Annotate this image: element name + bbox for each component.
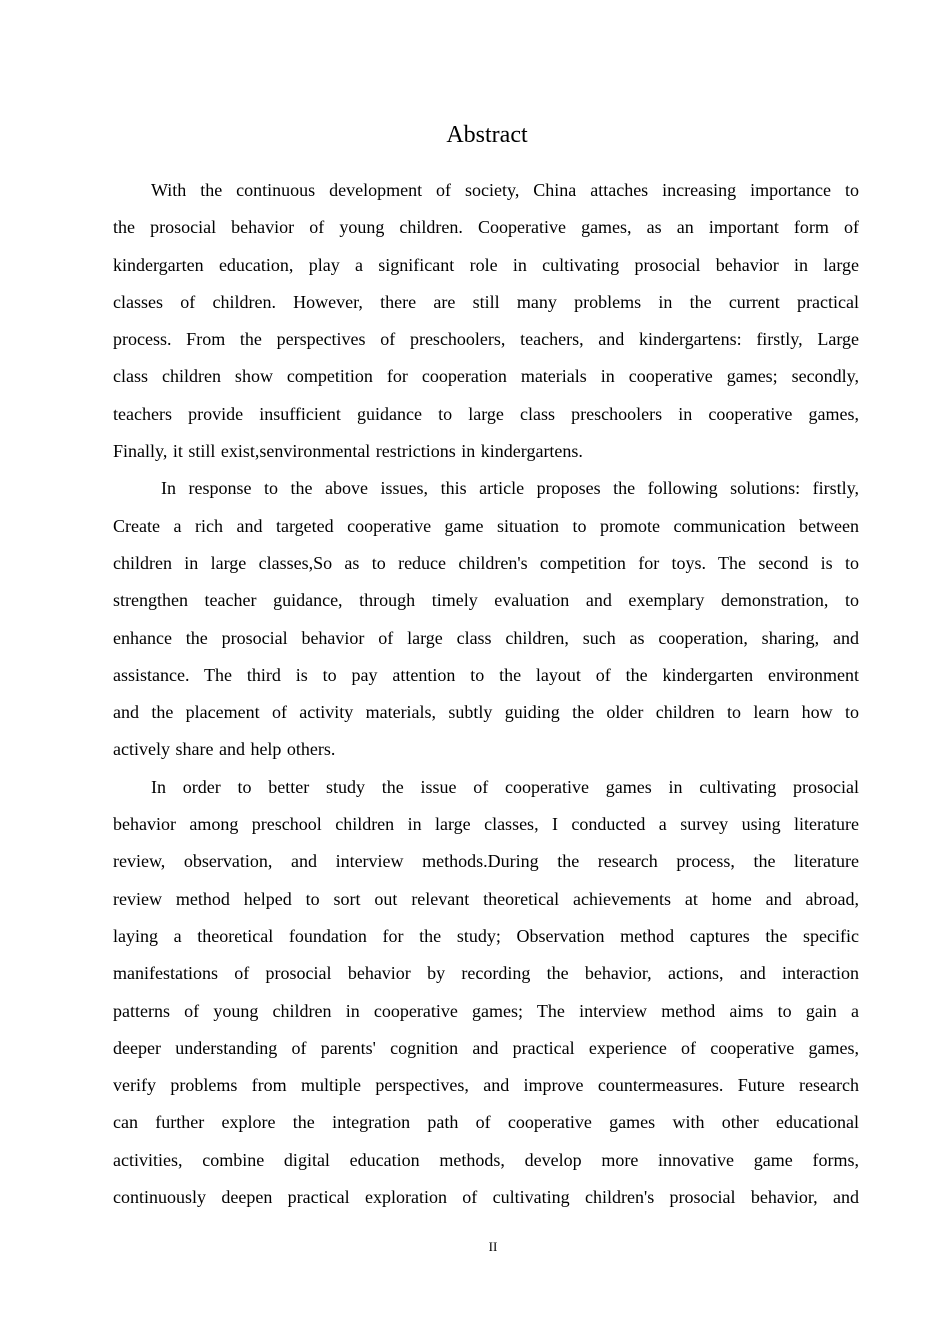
text-line: kindergarten education, play a significant role in cultivating prosocial behavior in large <box>113 254 859 275</box>
text-line: review, observation, and interview methods.During the research process, the literature <box>113 851 859 872</box>
abstract-body <box>113 172 859 1216</box>
abstract-paragraph <box>113 769 859 1217</box>
text-line: classes of children. However, there are still many problems in the current practical <box>113 291 859 312</box>
text-line: can further explore the integration path of cooperative games with other educational <box>113 1112 859 1133</box>
text-line: activities, combine digital education methods, develop more innovative game forms, <box>113 1149 859 1170</box>
text-line: children in large classes,So as to reduce children's competition for toys. The second is to <box>113 552 859 573</box>
text-line: strengthen teacher guidance, through timely evaluation and exemplary demonstration, to <box>113 590 859 611</box>
text-line: In order to better study the issue of cooperative games in cultivating prosocial <box>151 776 859 797</box>
abstract-paragraph <box>113 172 859 470</box>
text-line: review method helped to sort out relevant theoretical achievements at home and abroad, <box>113 888 859 909</box>
text-line: process. From the perspectives of preschoolers, teachers, and kindergartens: firstly, Large <box>113 329 859 350</box>
text-line: laying a theoretical foundation for the study; Observation method captures the specific <box>113 925 859 946</box>
page-number: II <box>488 1239 498 1254</box>
text-line: enhance the prosocial behavior of large class children, such as cooperation, sharing, and <box>113 627 859 648</box>
text-line: teachers provide insufficient guidance to large class preschoolers in cooperative games, <box>113 403 859 424</box>
text-line: Finally, it still exist,senvironmental restrictions in kindergartens. <box>113 441 583 462</box>
text-line: the prosocial behavior of young children. Cooperative games, as an important form of <box>113 217 859 238</box>
text-line: manifestations of prosocial behavior by recording the behavior, actions, and interaction <box>113 963 859 984</box>
text-line: deeper understanding of parents' cognition and practical experience of cooperative games, <box>113 1037 859 1058</box>
text-line: patterns of young children in cooperative games; The interview method aims to gain a <box>113 1000 859 1021</box>
text-line: behavior among preschool children in large classes, I conducted a survey using literature <box>113 814 859 835</box>
text-line: With the continuous development of society, China attaches increasing importance to <box>151 180 859 200</box>
text-line: and the placement of activity materials, subtly guiding the older children to learn how to <box>113 702 859 723</box>
text-line: assistance. The third is to pay attention to the layout of the kindergarten environment <box>113 664 859 685</box>
text-line: continuously deepen practical exploration of cultivating children's prosocial behavior, and <box>113 1187 859 1208</box>
text-line: In response to the above issues, this article proposes the following solutions: firstly, <box>161 478 859 499</box>
page-title: Abstract <box>446 122 528 148</box>
text-line: verify problems from multiple perspectives, and improve countermeasures. Future research <box>113 1075 859 1096</box>
text-line: Create a rich and targeted cooperative game situation to promote communication between <box>113 515 859 536</box>
text-line: actively share and help others. <box>113 739 336 760</box>
abstract-paragraph <box>113 470 859 768</box>
text-line: class children show competition for cooperation materials in cooperative games; secondly, <box>113 366 859 387</box>
